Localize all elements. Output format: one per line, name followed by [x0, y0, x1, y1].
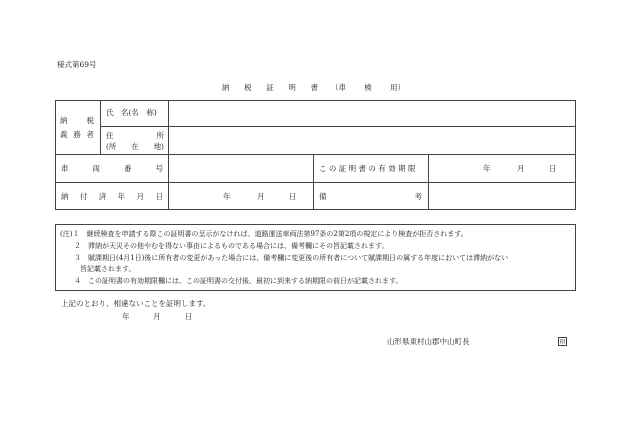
label-char: 考	[414, 192, 422, 201]
label-char: 番	[124, 164, 132, 173]
label-char: 付	[79, 192, 88, 201]
note-4: ４ この証明書の有効期限欄には、この証明書の交付後、最初に到来する納期限の前日が記載されます。	[74, 277, 403, 285]
label-char: 備	[319, 192, 327, 201]
taxpayer-label-line2	[60, 131, 94, 139]
subtitle-part: 用）	[390, 83, 405, 92]
label-char: 納	[61, 192, 69, 201]
document-title	[222, 84, 318, 92]
note-3-continued: 旨記載されます。	[80, 265, 136, 273]
paid-date-label	[61, 193, 163, 201]
label-char: (所	[106, 142, 117, 151]
label-char: 日	[155, 192, 163, 201]
note-3: ３ 賦課期日(4月1日)後に所有者の変更があった場合には、備考欄に変更後の所有者について賦課期日の属する年度においては滞納がない	[74, 254, 509, 262]
paid-month: 月	[257, 192, 265, 201]
validity-label: こ の 証 明 書 の 有 効 期 限	[319, 164, 416, 173]
vehicle-number-label	[61, 165, 163, 173]
name-label: 氏 名(名 称)	[106, 108, 157, 117]
note-2: ２ 滞納が天災その他やむを得ない事由によるものである場合には、備考欄にその旨記載されます。	[74, 242, 389, 250]
label-char: 納	[60, 116, 68, 125]
vehicle-number-value[interactable]	[175, 165, 307, 175]
seal-mark: 印	[559, 339, 566, 346]
issuer-name: 山形県東村山郡中山町長	[387, 337, 470, 346]
title-char: 納	[222, 83, 230, 92]
label-char: 両	[92, 164, 100, 173]
title-char: 証	[266, 83, 274, 92]
certify-month: 月	[153, 312, 161, 321]
validity-year: 年	[483, 164, 491, 173]
title-char: 税	[244, 83, 252, 92]
label-char: 義	[60, 130, 68, 139]
validity-month: 月	[517, 164, 525, 173]
note-1: (注)１ 継続検査を申請する際この証明書の呈示がなければ、道路運送車両法第97条の2第2項の規定により検査が拒否されます。	[60, 230, 468, 238]
name-value[interactable]	[175, 109, 570, 119]
label-char: 者	[86, 130, 94, 139]
label-char: 務	[73, 130, 81, 139]
label-char: 所	[156, 131, 164, 140]
label-char: 号	[155, 164, 163, 173]
label-char: 月	[136, 192, 145, 201]
title-char: 明	[288, 83, 296, 92]
label-char: 住	[106, 131, 114, 140]
taxpayer-label-line1	[60, 117, 94, 125]
label-char: 税	[86, 116, 94, 125]
subtitle-part: 検	[364, 83, 372, 92]
certify-year: 年	[122, 312, 130, 321]
label-char: 済	[98, 192, 107, 201]
label-char: 在	[131, 142, 139, 151]
form-number: 様式第69号	[57, 60, 97, 69]
label-char: 車	[61, 164, 69, 173]
certify-day: 日	[185, 312, 193, 321]
paid-year: 年	[223, 192, 231, 201]
title-char: 書	[310, 83, 318, 92]
address-value[interactable]	[175, 135, 570, 145]
document-subtitle	[331, 84, 405, 92]
label-char: 地)	[153, 142, 164, 151]
subtitle-part: （車	[331, 83, 346, 92]
remarks-label	[319, 193, 422, 201]
validity-day: 日	[549, 164, 557, 173]
certify-text: 上記のとおり、相違ないことを証明します。	[61, 299, 211, 308]
label-char: 年	[117, 192, 126, 201]
address-label-line1	[106, 132, 164, 140]
address-label-line2	[106, 143, 164, 151]
paid-day: 日	[289, 192, 297, 201]
